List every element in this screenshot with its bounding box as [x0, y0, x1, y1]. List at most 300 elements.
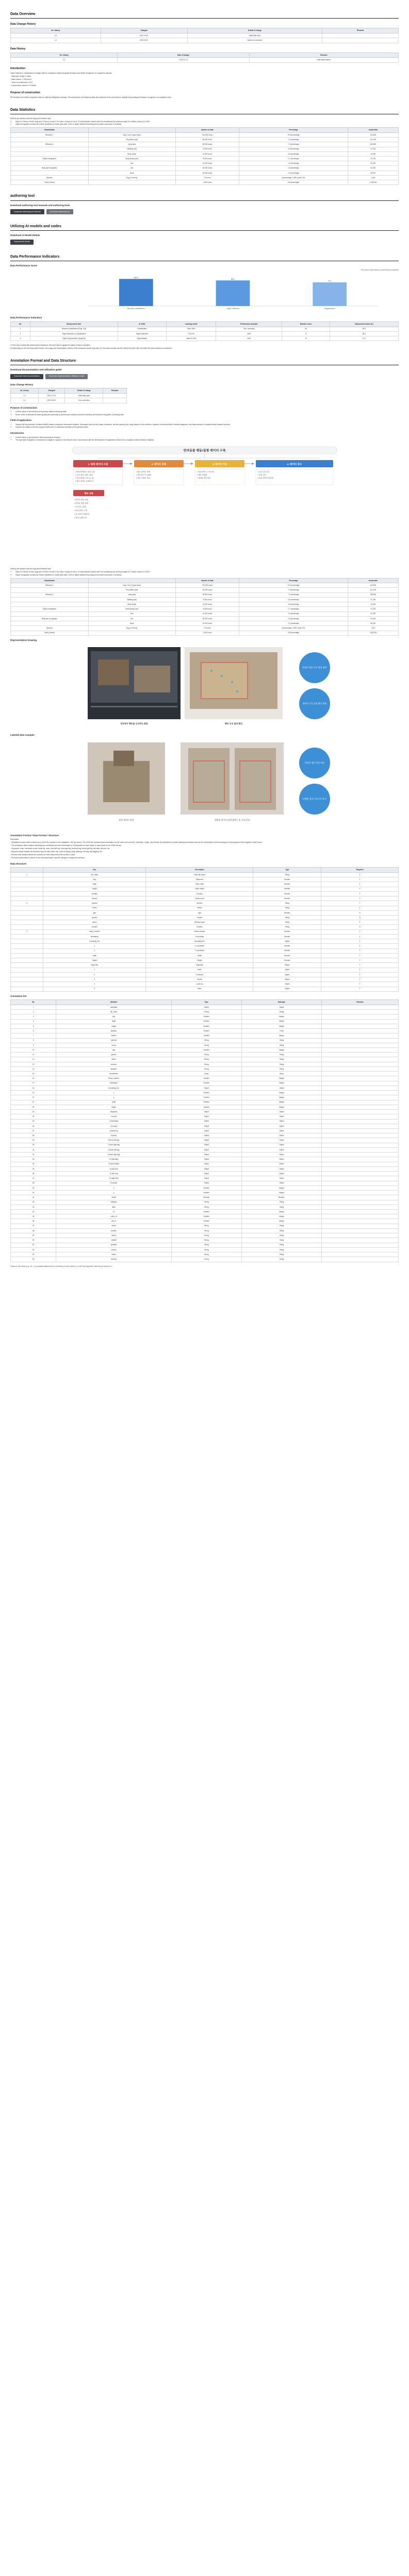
- table-row: [11, 626, 399, 631]
- table-header: Ver. history: [11, 388, 39, 394]
- table-cell: file_video: [56, 1010, 172, 1014]
- table-cell: Object: [171, 1143, 241, 1147]
- table-cell: Object: [253, 968, 321, 972]
- table-cell: Object: [241, 1086, 321, 1090]
- table-cell: Integer: [241, 1019, 321, 1024]
- table-row: [11, 583, 399, 588]
- table-cell: Behavior 1: [11, 583, 89, 588]
- table-cell: 3: [43, 977, 146, 982]
- table-cell: Body part recognition: [11, 616, 89, 621]
- table-row: [11, 977, 399, 982]
- text-line: - Years of construction: 2021: [10, 81, 32, 83]
- download-guide-button[interactable]: Download Implementation Utilization Guide: [45, 374, 88, 379]
- table-cell: [322, 1114, 399, 1119]
- section-authoring-tool: authoring tool: [10, 192, 399, 200]
- table-row: [11, 1157, 399, 1162]
- table-cell: Sequence: [146, 877, 253, 882]
- table-cell: height: [43, 887, 146, 891]
- table-row: [11, 1095, 399, 1100]
- table-cell: 2.7 percentage: [239, 607, 348, 612]
- annot-stats-table: [10, 578, 399, 636]
- table-cell: 70.5 percentage: [239, 132, 348, 137]
- table-cell: Y: [321, 982, 399, 987]
- table-cell: Y: [321, 958, 399, 963]
- text-line: - Data type: Image & video: [10, 75, 31, 77]
- table-row: [11, 1114, 399, 1119]
- annot-scope-bullets: [15, 423, 399, 429]
- table-row: [11, 1010, 399, 1014]
- table-cell: Y: [321, 939, 399, 944]
- table-cell: [322, 1143, 399, 1147]
- table-header: Key: [43, 868, 146, 873]
- section-performance: Data Performance Indicators: [10, 253, 399, 261]
- table-cell: 1.8 percentage: [239, 616, 348, 621]
- table-cell: [88, 631, 175, 635]
- table-cell: action: [43, 920, 146, 925]
- text-line: - Data volume: 1,000 hours: [10, 78, 31, 80]
- table-cell: YOLOv5: [166, 331, 216, 336]
- table-header-row: [11, 128, 399, 133]
- text-line: 1) Fine-tune models with performance indicators, with each item to gauge the status of future education.: [10, 344, 91, 347]
- table-cell: 1.0: [11, 394, 39, 398]
- text-line: - Behavior labels indicate the behavior type for each video clip, such as sitting, lying, walking, running, tail wagging, etc.: [10, 850, 103, 853]
- table-row: [11, 398, 127, 403]
- table-cell: 120,000 hours: [175, 132, 239, 137]
- annot-scope-title: Field of application: [10, 419, 32, 422]
- table-cell: mAP: [216, 331, 282, 336]
- table-cell: Integer: [241, 1081, 321, 1086]
- table-cell: 3: [11, 1014, 56, 1019]
- table-cell: Species: [11, 175, 89, 180]
- table-cell: 15: [11, 1072, 56, 1076]
- table-cell: [88, 180, 175, 185]
- table-cell: Y: [321, 948, 399, 953]
- table-body: [11, 132, 399, 185]
- data-history-title: Data History: [10, 47, 26, 50]
- table-row: [11, 1005, 399, 1009]
- table-cell: [322, 1238, 399, 1243]
- table-cell: Dog (7 breeds): [88, 626, 175, 631]
- table-cell: 30,000 hours: [175, 171, 239, 175]
- download-documentation-button[interactable]: Download Data Documentation: [10, 374, 43, 379]
- table-cell: 42,400: [348, 151, 398, 156]
- table-cell: String: [241, 1238, 321, 1243]
- table-cell: Number: [171, 1095, 241, 1100]
- table-row: [11, 631, 399, 635]
- table-cell: Number: [171, 1033, 241, 1038]
- table-cell: 50: [11, 1238, 56, 1243]
- table-row: [11, 138, 399, 142]
- table-cell: String: [171, 1010, 241, 1014]
- table-cell: 30,000 hours: [175, 166, 239, 171]
- table-cell: [103, 394, 126, 398]
- table-cell: 9: [11, 1043, 56, 1047]
- table-cell: 10,000 hours: [175, 612, 239, 616]
- table-row: [11, 1138, 399, 1143]
- table-cell: [322, 1214, 399, 1219]
- chart-category-label: Object detection: [226, 308, 239, 310]
- chart-category-label: Behavior classification: [127, 308, 145, 310]
- table-cell: 100 percentage: [239, 631, 348, 635]
- table-cell: A percentage 1,000 & total 70%: [239, 175, 348, 180]
- table-cell: [11, 982, 43, 987]
- table-cell: [322, 33, 399, 38]
- table-cell: [322, 1100, 399, 1105]
- table-row: [11, 616, 399, 621]
- table-header-row: [11, 868, 399, 873]
- step-1-label: 1. 원천 데이터 수집: [88, 463, 108, 466]
- table-row: [11, 1162, 399, 1166]
- table-row: [11, 1252, 399, 1257]
- table-cell: Y: [321, 891, 399, 896]
- download-manual-button[interactable]: Download authoring tool Manual: [10, 209, 44, 214]
- text-line: - Metadata for each video is stored as a JSON file (number of the metadata, 1 file per video). The JSON file contains basic information on the video such as its ID, resolution, length, and frames; the annotation includes labeling information such as the coordinates of the bounding box and keypoints of the dog/cat in each frame.: [10, 841, 263, 844]
- table-cell: Y: [321, 934, 399, 939]
- table-cell: Body shape: [88, 151, 175, 156]
- table-cell: 34: [11, 1162, 56, 1166]
- table-cell: [11, 925, 43, 929]
- table-cell: 101,420: [348, 588, 398, 592]
- table-cell: 97,430: [348, 597, 398, 602]
- table-header-row: [11, 1000, 399, 1005]
- doc-download-title: Download documentation and utilization guide: [10, 368, 62, 371]
- table-row: [11, 1100, 399, 1105]
- table-row: [11, 331, 399, 336]
- table-cell: 7.2 percentage: [239, 138, 348, 142]
- table-cell: location: [56, 1228, 172, 1233]
- table-header: Actual data: [348, 578, 398, 583]
- table-cell: breed: [56, 1043, 172, 1047]
- text-line: - Pet breed information is stored in the meta information, and the category of dog/cat is included.: [10, 856, 85, 859]
- table-header: Attribute: [56, 1000, 172, 1005]
- table-cell: Width: [146, 953, 253, 958]
- table-cell: 7.2 percentage: [239, 142, 348, 147]
- step-2-line: • 개인정보 비식별화: [136, 474, 152, 477]
- table-cell: Mouth: [146, 977, 253, 982]
- table-cell: 8,000 hours: [175, 607, 239, 612]
- table-cell: 143,600: [348, 132, 398, 137]
- table-cell: [322, 1081, 399, 1086]
- table-cell: Y: [321, 901, 399, 906]
- table-cell: Object: [241, 1005, 321, 1009]
- table-row: [11, 1257, 399, 1262]
- table-header: No.: [11, 1000, 56, 1005]
- table-cell: Object Detection & Classification: [30, 331, 118, 336]
- table-cell: 1 (nose): [56, 1114, 172, 1119]
- table-cell: Ear: [88, 166, 175, 171]
- table-cell: Dog / Cat (7 types each): [88, 132, 175, 137]
- table-row: [11, 1033, 399, 1038]
- table-cell: Number: [253, 882, 321, 887]
- table-cell: Integer: [241, 1033, 321, 1038]
- table-cell: 35: [11, 1166, 56, 1171]
- table-header: Measurement item: [30, 321, 118, 327]
- table-cell: [11, 906, 43, 910]
- download-model-button[interactable]: Download AI Model: [10, 240, 34, 245]
- table-cell: [322, 1110, 399, 1114]
- table-cell: 1,300,000: [348, 631, 398, 635]
- annot-stats-bullets: [15, 571, 399, 576]
- table-header: Date of change: [118, 53, 250, 58]
- table-cell: 36,000 hours: [175, 592, 239, 597]
- table-cell: Number: [171, 1105, 241, 1109]
- table-cell: y: [56, 1191, 172, 1195]
- table-row: [11, 1019, 399, 1024]
- annot-intro-bullets: [15, 436, 399, 442]
- table-cell: Object: [253, 987, 321, 991]
- table-cell: updated: [56, 1243, 172, 1247]
- authoring-download-title: Download authoring tool manuals and authoring tools: [10, 204, 70, 207]
- table-cell: [322, 1233, 399, 1238]
- table-cell: 7.2 percentage: [239, 588, 348, 592]
- table-cell: 70: [282, 336, 330, 341]
- table-row: [11, 1200, 399, 1205]
- table-header-row: [11, 53, 399, 58]
- table-cell: [11, 953, 43, 958]
- representative-drawing: [10, 645, 399, 727]
- table-row: [11, 1243, 399, 1247]
- table-cell: 24: [11, 1114, 56, 1119]
- table-cell: Data error correction: [187, 38, 322, 43]
- table-cell: 3: [11, 929, 43, 934]
- table-cell: Integer: [241, 1014, 321, 1019]
- table-cell: 13: [11, 1062, 56, 1066]
- table-cell: 31,230: [348, 157, 398, 161]
- table-cell: [322, 1228, 399, 1233]
- table-cell: [322, 1209, 399, 1214]
- table-cell: Eye: [88, 612, 175, 616]
- table-cell: 40: [11, 1191, 56, 1195]
- table-row: [11, 929, 399, 934]
- table-cell: created: [56, 1238, 172, 1243]
- performance-indicators-table: [10, 321, 399, 341]
- table-row: [11, 1172, 399, 1176]
- table-cell: Object: [171, 1166, 241, 1171]
- table-cell: 51: [11, 1243, 56, 1247]
- table-cell: [322, 1019, 399, 1024]
- table-cell: String: [241, 1043, 321, 1047]
- annotation-list-table: [10, 999, 399, 1262]
- table-header: Classification: [11, 578, 89, 583]
- table-row: [11, 1024, 399, 1028]
- table-header: Changed: [101, 28, 187, 33]
- table-row: [11, 906, 399, 910]
- table-cell: [322, 1257, 399, 1262]
- table-row: [11, 1105, 399, 1109]
- table-cell: Number: [171, 1029, 241, 1033]
- table-row: [11, 175, 399, 180]
- table-cell: Dog (7 breeds): [88, 175, 175, 180]
- table-cell: x: [43, 944, 146, 948]
- table-cell: Object: [253, 939, 321, 944]
- stats-table: [10, 127, 399, 185]
- performance-indicators-title: Data Performance Indicators: [10, 316, 42, 319]
- table-cell: Sit position (cat): [88, 588, 175, 592]
- table-cell: String: [171, 1200, 241, 1205]
- table-cell: [11, 597, 89, 602]
- table-cell: 10,000 hours: [175, 161, 239, 166]
- table-cell: Nose: [88, 621, 175, 626]
- table-cell: [11, 948, 43, 953]
- table-row: [11, 920, 399, 925]
- table-cell: [11, 877, 43, 882]
- table-header: Remarks: [322, 28, 399, 33]
- table-cell: 45: [11, 1214, 56, 1219]
- table-cell: String: [171, 1238, 241, 1243]
- table-cell: 9,000 hours: [175, 147, 239, 151]
- table-cell: 8,000 hours: [175, 157, 239, 161]
- table-cell: String: [241, 1228, 321, 1233]
- table-cell: 32: [11, 1153, 56, 1157]
- table-cell: 12: [11, 1057, 56, 1062]
- table-cell: [322, 1243, 399, 1247]
- table-cell: Number: [253, 944, 321, 948]
- table-cell: Object Segmentation (Dog/Cat): [30, 336, 118, 341]
- table-cell: 18: [11, 1086, 56, 1090]
- table-cell: 70: [282, 331, 330, 336]
- table-cell: height: [56, 1024, 172, 1028]
- table-cell: Object: [253, 963, 321, 968]
- table-cell: A percentage 1,000 & total 70%: [239, 626, 348, 631]
- table-row: [11, 1110, 399, 1114]
- table-row: [11, 901, 399, 906]
- table-cell: Y: [321, 963, 399, 968]
- diagram-title: 반려동물 행동/질병 데이터 구축: [183, 449, 226, 453]
- table-cell: 2: [11, 331, 30, 336]
- table-cell: category: [56, 1200, 172, 1205]
- table-cell: Species: [146, 901, 253, 906]
- table-cell: Object: [241, 1181, 321, 1185]
- table-cell: [11, 891, 43, 896]
- table-cell: [322, 1033, 399, 1038]
- table-cell: 60,000 hours: [175, 588, 239, 592]
- table-cell: Integer: [241, 1185, 321, 1190]
- table-body: [11, 583, 399, 636]
- table-cell: mAP: [216, 336, 282, 341]
- table-cell: [11, 171, 89, 175]
- table-row: [11, 1143, 399, 1147]
- table-cell: Classification: [118, 327, 166, 331]
- format-title: Annotation Format / Data Format / Structure: [10, 834, 59, 837]
- table-cell: Initial data creation: [249, 58, 398, 62]
- table-cell: bounding_box: [43, 939, 146, 944]
- table-cell: Nose: [146, 968, 253, 972]
- table-cell: 4.8 percentage: [239, 151, 348, 156]
- performance-score-note: The score is rated based on performance evaluation: [361, 268, 399, 271]
- final-note: *Notes on the choice (e.g. 2 A… in a practical dataset there is a tendency to add a total of 1 to 150 'Not Supported' elements per section of 1: [10, 1265, 112, 1267]
- section-annotation-format: Annotation Format and Data Structure: [10, 357, 399, 365]
- table-cell: Lying (cat): [88, 592, 175, 597]
- table-cell: action: [56, 1057, 172, 1062]
- table-row: [11, 891, 399, 896]
- table-cell: 4.8 percentage: [239, 602, 348, 607]
- table-row: [11, 1066, 399, 1071]
- table-cell: Ear: [88, 616, 175, 621]
- page: [0, 0, 409, 1275]
- purpose-title: Purpose of construction: [10, 91, 40, 94]
- table-cell: Object: [241, 1143, 321, 1147]
- table-row: [11, 1214, 399, 1219]
- table-header: [88, 578, 175, 583]
- table-cell: 39: [11, 1185, 56, 1190]
- table-row: [11, 958, 399, 963]
- table-cell: String: [253, 901, 321, 906]
- table-cell: gender: [43, 915, 146, 920]
- table-cell: Y: [321, 972, 399, 977]
- table-cell: [322, 1200, 399, 1205]
- table-cell: Body part recognition: [11, 166, 89, 171]
- table-cell: 1.2 percentage: [239, 612, 348, 616]
- table-cell: [322, 1252, 399, 1257]
- table-cell: [322, 1038, 399, 1043]
- table-cell: 1,000: [348, 626, 398, 631]
- table-cell: 52: [11, 1247, 56, 1252]
- table-cell: Object: [241, 1133, 321, 1138]
- table-cell: timestamp: [56, 1081, 172, 1086]
- table-cell: Object detection: [118, 331, 166, 336]
- table-cell: Number: [171, 1076, 241, 1081]
- table-cell: [322, 1057, 399, 1062]
- table-cell: 49: [11, 1233, 56, 1238]
- table-cell: Float: [241, 1029, 321, 1033]
- table-cell: [322, 1172, 399, 1176]
- table-cell: String: [241, 1243, 321, 1247]
- table-cell: 2022-01-14: [118, 58, 250, 62]
- table-cell: [322, 1133, 399, 1138]
- table-cell: 100 percentage: [239, 180, 348, 185]
- table-cell: 143,600: [348, 583, 398, 588]
- table-cell: Array: [171, 1072, 241, 1076]
- table-cell: [322, 1066, 399, 1071]
- table-cell: String: [241, 1247, 321, 1252]
- table-cell: [11, 944, 43, 948]
- table-cell: Boolean: [171, 1195, 241, 1200]
- table-cell: [322, 1029, 399, 1033]
- table-cell: Object: [241, 1162, 321, 1166]
- doc-buttons: [10, 373, 399, 380]
- table-header: Number of data: [175, 578, 239, 583]
- table-cell: 7.5 hours: [175, 626, 239, 631]
- table-row: [11, 934, 399, 939]
- table-cell: 1.2 percentage: [239, 161, 348, 166]
- section-data-statistics: Data Statistics: [10, 106, 399, 114]
- table-row: [11, 1053, 399, 1057]
- table-cell: Y: [321, 887, 399, 891]
- table-cell: 60,000 hours: [175, 138, 239, 142]
- step-2-line: • 영상 프레임 추출: [136, 477, 150, 480]
- table-header: No.: [11, 321, 30, 327]
- table-cell: 5: [43, 987, 146, 991]
- table-cell: 60,300: [348, 612, 398, 616]
- list-item: • Collect videos of pet behavior and process data into learning data.: [15, 411, 399, 413]
- table-cell: 20: [11, 1095, 56, 1100]
- table-cell: 2: [43, 972, 146, 977]
- list-item: • Some of the constructed AI learning data pet ownership & performance related to animal ownership pet behavior recognition & learning data.: [15, 414, 399, 416]
- table-cell: keypoints: [43, 963, 146, 968]
- table-cell: Video file name: [146, 872, 253, 877]
- table-cell: Body shape (cat): [88, 607, 175, 612]
- download-tool-button[interactable]: Download authoring tool: [46, 209, 74, 214]
- table-cell: width: [56, 1019, 172, 1024]
- table-cell: 10 (tail start): [56, 1157, 172, 1162]
- table-row: [11, 896, 399, 901]
- table-cell: 30,000 hours: [175, 621, 239, 626]
- table-cell: Lying (cat): [88, 142, 175, 147]
- table-cell: Object: [241, 1110, 321, 1114]
- table-row: [11, 1176, 399, 1181]
- table-cell: species: [43, 901, 146, 906]
- table-cell: Y: [321, 877, 399, 882]
